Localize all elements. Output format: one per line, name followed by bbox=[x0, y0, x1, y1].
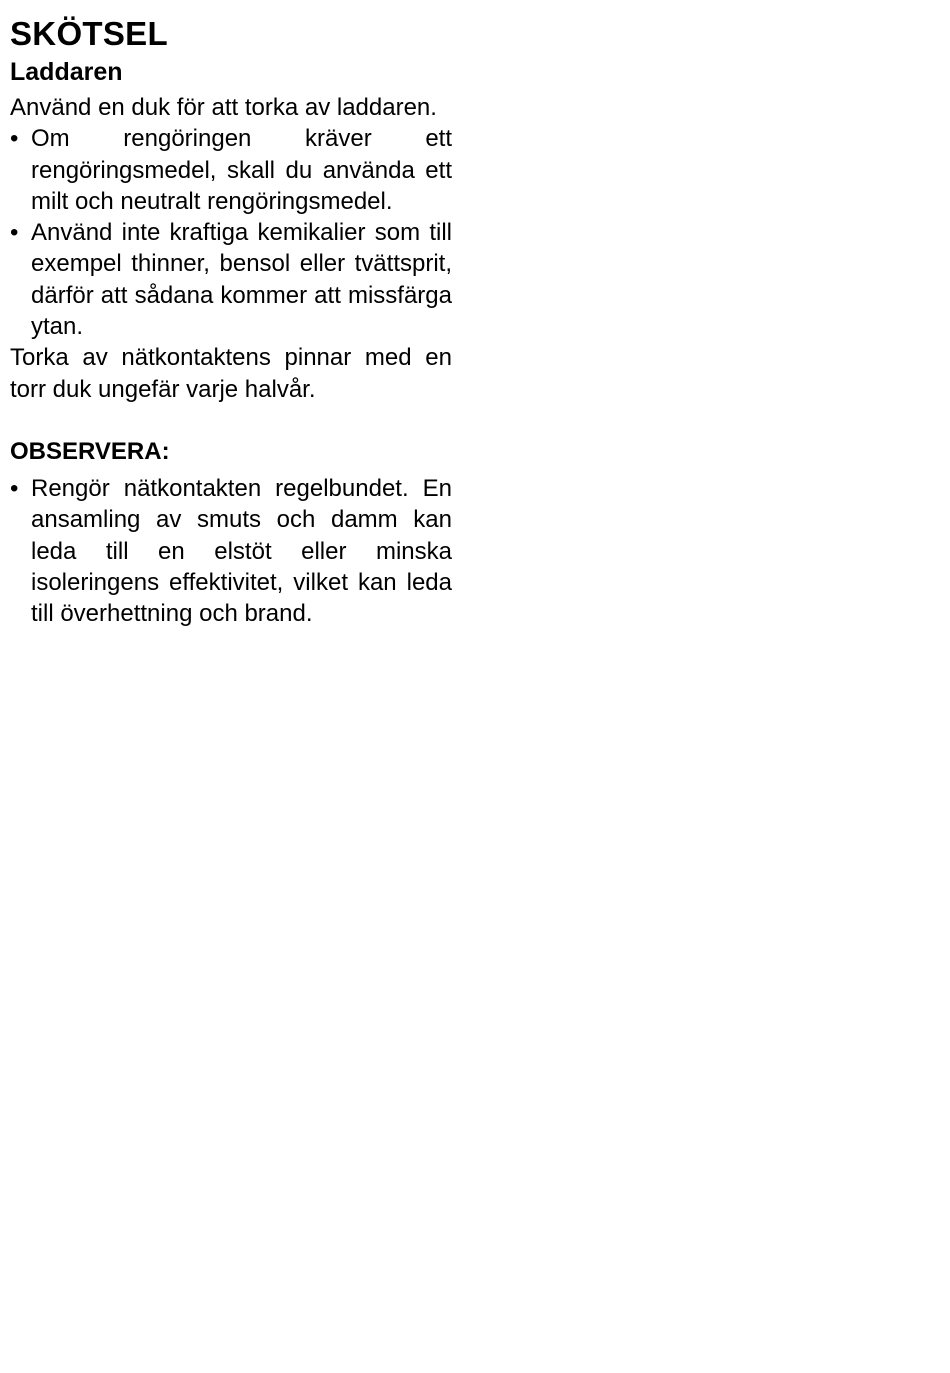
document-column bbox=[10, 14, 452, 629]
intro-paragraph: Använd en duk för att torka av laddaren. bbox=[10, 94, 437, 121]
notice-bullet-list bbox=[10, 473, 452, 629]
list-item-text: Använd inte kraftiga kemikalier som till exempel thinner, bensol eller tvättsprit, därför att sådana kommer att missfärga ytan. bbox=[31, 219, 452, 341]
list-item bbox=[10, 473, 452, 629]
list-item bbox=[10, 217, 452, 342]
section-title: SKÖTSEL bbox=[10, 15, 168, 52]
list-item-text: Rengör nätkontakten regelbundet. En ansamling av smuts och damm kan leda till en elstöt eller minska isoleringens effektivitet, vilket kan leda till överhettning och brand. bbox=[31, 474, 452, 628]
notice-heading: OBSERVERA: bbox=[10, 437, 170, 465]
section-subtitle: Laddaren bbox=[10, 58, 123, 86]
list-item-text: Om rengöringen kräver ett rengöringsmedel, skall du använda ett milt och neutralt rengöringsmedel. bbox=[31, 125, 452, 215]
spacer bbox=[10, 405, 452, 436]
outro-paragraph: Torka av nätkontaktens pinnar med en torr duk ungefär varje halvår. bbox=[10, 344, 452, 403]
care-bullet-list bbox=[10, 123, 452, 342]
bullet-icon: • bbox=[10, 474, 19, 502]
bullet-icon: • bbox=[10, 219, 19, 247]
list-item bbox=[10, 123, 452, 217]
bullet-icon: • bbox=[10, 125, 19, 153]
